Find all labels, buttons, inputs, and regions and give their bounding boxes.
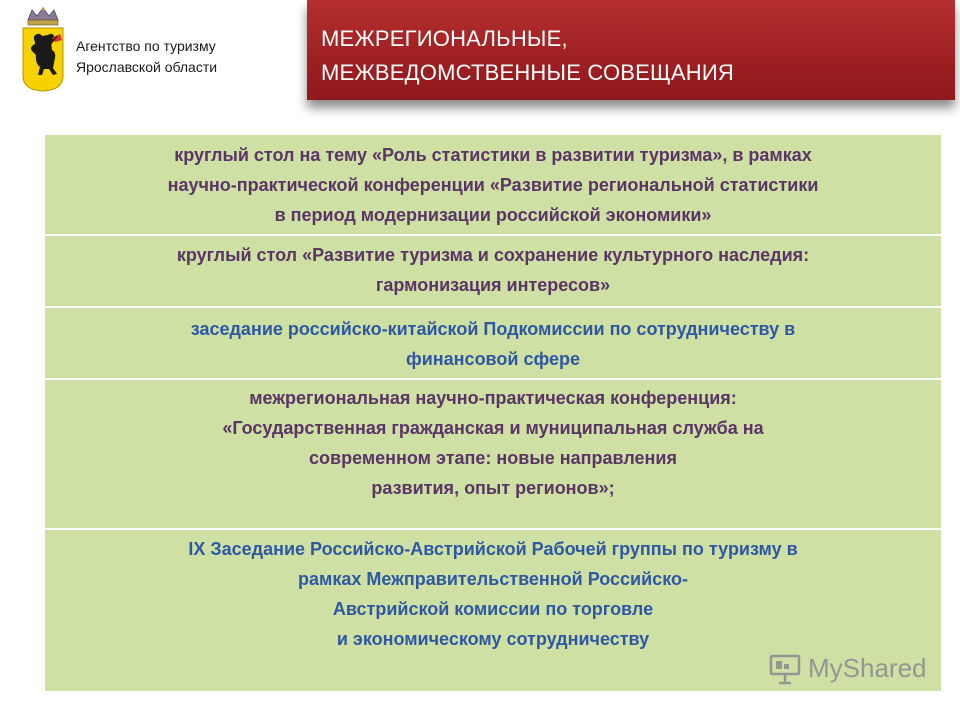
watermark-text: MyShared — [808, 653, 927, 683]
row-text-line: современном этапе: новые направления — [309, 448, 677, 468]
table-row — [45, 380, 941, 528]
row-text-line: Австрийской комиссии по торговле — [332, 599, 654, 619]
table-row — [45, 236, 941, 306]
slide-title-banner — [307, 0, 955, 100]
row-text-line: IX Заседание Российско-Австрийской Рабочей группы по туризму в — [188, 539, 798, 559]
row-text-line: финансовой сфере — [405, 349, 580, 369]
myshared-watermark — [768, 652, 936, 688]
row-text-line: рамках Межправительственной Российско- — [298, 569, 688, 589]
row-text-line: в период модернизации российской экономики» — [274, 205, 712, 225]
row-text-line: научно-практической конференции «Развитие региональной статистики — [167, 175, 819, 195]
row-text-line: развития, опыт регионов»; — [371, 478, 615, 498]
presentation-board-icon — [768, 652, 802, 686]
yaroslavl-coat-of-arms-icon — [20, 6, 66, 92]
row-text-line: круглый стол на тему «Роль статистики в развитии туризма», в рамках — [174, 145, 812, 165]
meetings-table — [45, 135, 941, 691]
row-text-line: гармонизация интересов» — [375, 275, 611, 295]
row-text-line: и экономическому сотрудничеству — [336, 629, 650, 649]
row-text-line: «Государственная гражданская и муниципальная служба на — [222, 418, 764, 438]
slide-title-line-1: МЕЖРЕГИОНАЛЬНЫЕ, — [321, 26, 568, 51]
slide-title-line-2: МЕЖВЕДОМСТВЕННЫЕ СОВЕЩАНИЯ — [321, 60, 734, 85]
table-row — [45, 135, 941, 234]
row-text-line: заседание российско-китайской Подкомиссии по сотрудничеству в — [190, 319, 796, 339]
table-row — [45, 308, 941, 378]
row-text-line: круглый стол «Развитие туризма и сохранение культурного наследия: — [176, 245, 810, 265]
row-text-line: межрегиональная научно-практическая конференция: — [249, 388, 737, 408]
agency-line-2: Ярославской области — [76, 59, 218, 75]
agency-name — [76, 36, 217, 78]
agency-line-1: Агентство по туризму — [76, 38, 216, 54]
